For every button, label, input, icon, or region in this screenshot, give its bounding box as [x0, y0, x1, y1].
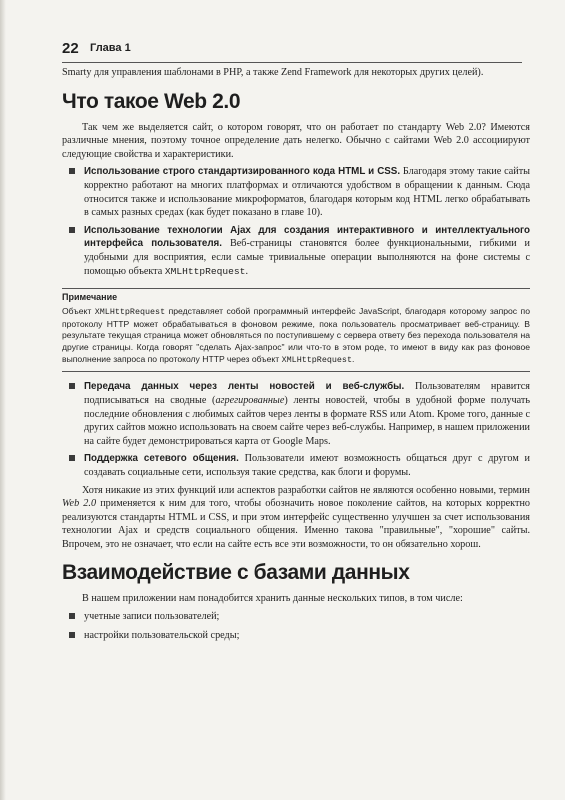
list-item [62, 380, 530, 448]
note-text-part: представляет собой программный интерфейс JavaScript, благодаря которому запрос по протоколу HTTP может обрабатываться в фоновом режиме, пока пользователь просматривает веб-страницу. В результате текущая страница может обновляться по поступившему с сервера ответу без перехода пользователя на другие страницы. Когда говорят "сделать Ajax-запрос" или что-то в этом роде, то имеют в виду как раз фоновое выполнение запроса по протоколу HTTP через объект [62, 305, 530, 364]
inline-code: XMLHttpRequest [164, 265, 246, 277]
paragraph-text: применяется к ним для того, чтобы обозначить новое поколение сайтов, на которых корректно реализуются стандарты HTML и CSS, и при этом интерфейс существенно улучшен за счет использования технологии Ajax и средств социального общения. Именно такова "правильные", "хорошие" сайты. Впрочем, это не означает, что если на сайте есть все эти возможности, то он обязательно хорош. [62, 498, 530, 550]
note-text-part: Объект [62, 305, 95, 316]
bullet-square-icon [69, 455, 75, 461]
data-types-list [62, 610, 530, 642]
list-item-term: Использование строго стандартизированного кода HTML и CSS. [84, 166, 401, 178]
list-item [62, 610, 530, 624]
section-heading-databases: Взаимодействие с базами данных [62, 561, 410, 585]
intro-continuation: Smarty для управления шаблонами в PHP, а также Zend Framework для некоторых других целей). [62, 67, 484, 78]
list-item [62, 452, 530, 479]
list-item [62, 224, 530, 278]
list-item-term: Поддержка сетевого общения. [84, 453, 239, 465]
note-box [62, 288, 530, 372]
bullet-square-icon [69, 383, 75, 389]
punctuation: . [352, 353, 355, 364]
list-item-text: ) ленты новостей, чтобы в удобной форме получать последние обновления с любимых сайтов через ленты в формате RSS или Atom. Кроме того, данные с других сайтов можно использовать на своем сайте через веб-службы. Например, в нашем приложении на сайте будет демонстрироваться карта от Google Maps. [84, 394, 530, 447]
note-title: Примечание [62, 292, 118, 303]
running-header [62, 40, 522, 63]
page-edge-shadow [0, 0, 6, 800]
page-body [62, 66, 530, 647]
list-item-text: Веб-страницы становятся более функциональными, гибкими и удобными для восприятия, если самые тривиальные операции выполняются на фоне системы с помощью объекта [84, 238, 530, 277]
paragraph-text: Хотя никакие из этих функций или аспектов разработки сайтов не являются особенно новыми, термин [82, 484, 530, 496]
list-item-term: Передача данных через ленты новостей и веб-службы. [84, 381, 405, 393]
feature-list [62, 165, 530, 278]
page-number: 22 [62, 40, 79, 57]
section-intro-paragraph: В нашем приложении нам понадобится хранить данные нескольких типов, в том числе: [82, 593, 463, 605]
bullet-square-icon [69, 613, 75, 619]
bullet-square-icon [69, 632, 75, 638]
bullet-square-icon [69, 168, 75, 174]
italic-term: Web 2.0 [62, 498, 97, 510]
list-item-text: Благодаря этому такие сайты корректно работают на многих платформах и отличаются удобством в обращении к данным. Сюда относится также и использование микроформатов, благодаря которым код HTML легко обрабатывать в самых разных средах (как будет показано в главе 10). [84, 166, 530, 219]
bullet-square-icon [69, 227, 75, 233]
list-item [62, 629, 530, 643]
italic-term: агрегированные [215, 394, 285, 406]
list-item-text: Пользователи имеют возможность общаться друг с другом и создавать социальные сети, используя такие средства, как блоги и форумы. [84, 453, 530, 478]
note-text [62, 306, 530, 367]
feature-list-continued [62, 380, 530, 479]
list-item-text: настройки пользовательской среды; [84, 629, 240, 641]
list-item [62, 165, 530, 219]
list-item-term: Использование технологии Ajax для создания интерактивного и интеллектуального интерфейса пользователя. [84, 224, 530, 250]
inline-code: XMLHttpRequest [281, 354, 352, 365]
conclusion-paragraph [62, 484, 530, 552]
punctuation: . [245, 265, 248, 277]
list-item-text: учетные записи пользователей; [84, 611, 220, 623]
section-intro-paragraph: Так чем же выделяется сайт, о котором говорят, что он работает по стандарту Web 2.0? Имеются различные мнения, поэтому точное определение дать нелегко. Обычно с сайтами Web 2.0 ассоциируют следующие свойства и характеристики. [62, 121, 530, 160]
list-item-text: Пользователям нравится подписываться на сводные ( [84, 381, 530, 406]
chapter-label: Глава 1 [90, 42, 131, 54]
inline-code: XMLHttpRequest [94, 306, 166, 317]
section-heading-web20: Что такое Web 2.0 [62, 89, 241, 113]
